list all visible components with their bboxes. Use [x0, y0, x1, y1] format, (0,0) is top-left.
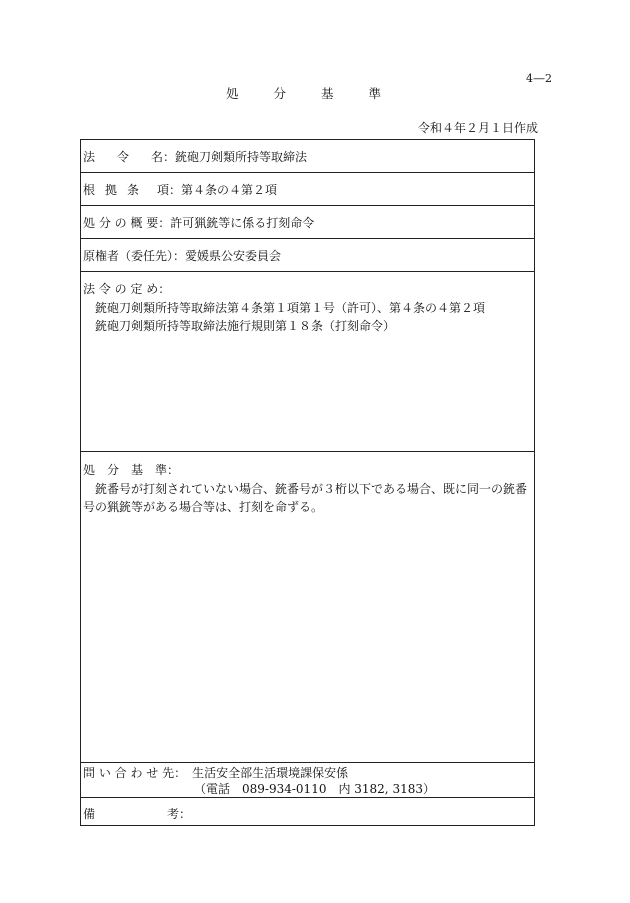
title-char: 処 — [226, 86, 239, 101]
authority-row: 原権者（委任先）：愛媛県公安委員会 — [81, 239, 534, 272]
criteria-label: 処 分 基 準： — [83, 463, 180, 477]
legal-basis-label: 法 令 の 定 め： — [83, 282, 171, 296]
contact-department: 生活安全部生活環境課保安係 — [192, 766, 349, 780]
contact-label: 問 い 合 わ せ 先： — [83, 766, 181, 780]
legal-basis-line: 銃砲刀剣類所持等取締法第４条第１項第１号（許可）、第４条の４第２項 — [95, 300, 486, 315]
creation-date: 令和４年２月１日作成 — [418, 121, 539, 135]
summary-row: 処 分 の 概 要：許可猟銃等に係る打刻命令 — [81, 206, 534, 239]
law-name-row: 法 令 名：銃砲刀剣類所持等取締法 — [81, 140, 534, 173]
basis-row: 根 拠 条 項：第４条の４第２項 — [81, 173, 534, 206]
remarks-label: 備 考 — [83, 807, 180, 821]
authority-label: 原権者（委任先） — [83, 249, 174, 263]
basis-label: 根 拠 条 項 — [83, 183, 170, 197]
title-char: 分 — [273, 86, 287, 101]
contact-phone: （電話 089-934-0110 内 3182, 3183） — [194, 782, 435, 796]
page-title — [226, 84, 381, 103]
title-char: 準 — [368, 86, 382, 101]
remarks-row: 備 考： — [81, 798, 534, 825]
summary-value: 許可猟銃等に係る打刻命令 — [170, 216, 315, 230]
legal-basis-row — [81, 272, 534, 452]
authority-value: 愛媛県公安委員会 — [185, 249, 282, 263]
criteria-text: 銃番号が打刻されていない場合、銃番号が３桁以下である場合、既に同一の銃番号の猟銃等がある場合等は、打刻を命ずる。 — [83, 481, 528, 515]
law-name-value: 銃砲刀剣類所持等取締法 — [175, 150, 308, 164]
title-char: 基 — [321, 86, 334, 101]
law-name-label: 法 令 名 — [83, 150, 164, 164]
legal-basis-line: 銃砲刀剣類所持等取締法施行規則第１８条（打刻命令） — [95, 319, 396, 334]
summary-label: 処 分 の 概 要 — [83, 216, 159, 230]
document-number: 4―2 — [526, 72, 553, 85]
criteria-row — [81, 452, 534, 763]
contact-row — [81, 763, 534, 798]
basis-value: 第４条の４第２項 — [181, 183, 278, 197]
disposition-form-table — [80, 139, 535, 826]
